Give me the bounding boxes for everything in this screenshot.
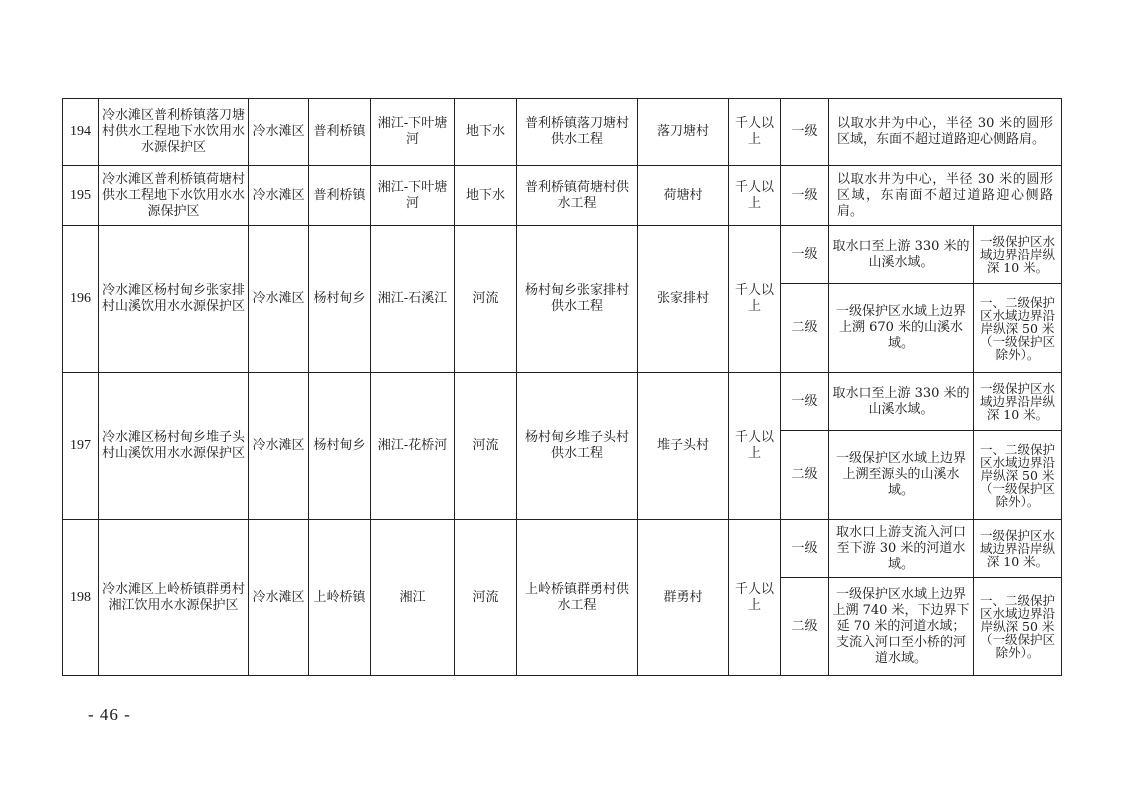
town-cell: 普利桥镇	[309, 99, 371, 166]
protection-area-table	[62, 98, 1062, 676]
village-cell: 张家排村	[638, 226, 729, 373]
level-cell: 二级	[781, 431, 829, 520]
land-scope-cell: 一级保护区水域边界沿岸纵深 10 米。	[974, 373, 1062, 431]
land-scope-cell: 一、二级保护区水域边界沿岸纵深 50 米（一级保护区除外）。	[974, 284, 1062, 373]
protection-area-name: 冷水滩区杨村甸乡张家排村山溪饮用水水源保护区	[99, 226, 249, 373]
scale-cell: 千人以上	[729, 166, 781, 226]
water-scope-cell: 一级保护区水域上边界上溯 740 米，下边界下延 70 米的河道水域；支流入河口至小桥的河道水域。	[829, 578, 974, 676]
protection-area-name: 冷水滩区普利桥镇落刀塘村供水工程地下水饮用水水源保护区	[99, 99, 249, 166]
water-scope-cell: 取水口上游支流入河口至下游 30 米的河道水域。	[829, 520, 974, 578]
row-number: 197	[63, 373, 99, 520]
table-row	[63, 520, 1062, 578]
level-cell: 一级	[781, 99, 829, 166]
project-cell: 杨村甸乡张家排村供水工程	[517, 226, 638, 373]
water-scope-cell: 取水口至上游 330 米的山溪水域。	[829, 373, 974, 431]
water-type-cell: 河流	[455, 226, 517, 373]
basin-cell: 湘江-下叶塘河	[371, 166, 455, 226]
page-number: - 46 -	[88, 705, 131, 724]
village-cell: 群勇村	[638, 520, 729, 676]
basin-cell: 湘江-下叶塘河	[371, 99, 455, 166]
county-cell: 冷水滩区	[249, 520, 309, 676]
water-scope-cell: 一级保护区水域上边界上溯至源头的山溪水域。	[829, 431, 974, 520]
county-cell: 冷水滩区	[249, 373, 309, 520]
project-cell: 普利桥镇荷塘村供水工程	[517, 166, 638, 226]
town-cell: 上岭桥镇	[309, 520, 371, 676]
water-scope-cell: 取水口至上游 330 米的山溪水域。	[829, 226, 974, 284]
row-number: 196	[63, 226, 99, 373]
protection-area-name: 冷水滩区上岭桥镇群勇村湘江饮用水水源保护区	[99, 520, 249, 676]
level-cell: 二级	[781, 284, 829, 373]
table-row	[63, 99, 1062, 166]
table-row	[63, 166, 1062, 226]
level-cell: 一级	[781, 373, 829, 431]
project-cell: 普利桥镇落刀塘村供水工程	[517, 99, 638, 166]
village-cell: 落刀塘村	[638, 99, 729, 166]
level-cell: 二级	[781, 578, 829, 676]
level-cell: 一级	[781, 166, 829, 226]
land-scope-cell: 一级保护区水域边界沿岸纵深 10 米。	[974, 226, 1062, 284]
scale-cell: 千人以上	[729, 226, 781, 373]
row-number: 198	[63, 520, 99, 676]
town-cell: 普利桥镇	[309, 166, 371, 226]
basin-cell: 湘江	[371, 520, 455, 676]
water-type-cell: 河流	[455, 520, 517, 676]
basin-cell: 湘江-花桥河	[371, 373, 455, 520]
village-cell: 堆子头村	[638, 373, 729, 520]
row-number: 195	[63, 166, 99, 226]
basin-cell: 湘江-石溪江	[371, 226, 455, 373]
village-cell: 荷塘村	[638, 166, 729, 226]
town-cell: 杨村甸乡	[309, 373, 371, 520]
county-cell: 冷水滩区	[249, 99, 309, 166]
row-number: 194	[63, 99, 99, 166]
land-scope-cell: 一、二级保护区水域边界沿岸纵深 50 米（一级保护区除外）。	[974, 431, 1062, 520]
level-cell: 一级	[781, 520, 829, 578]
scope-cell: 以取水井为中心，半径 30 米的圆形区域，东面不超过道路迎心侧路肩。	[829, 99, 1062, 166]
protection-area-name: 冷水滩区杨村甸乡堆子头村山溪饮用水水源保护区	[99, 373, 249, 520]
project-cell: 上岭桥镇群勇村供水工程	[517, 520, 638, 676]
county-cell: 冷水滩区	[249, 226, 309, 373]
water-type-cell: 地下水	[455, 99, 517, 166]
land-scope-cell: 一、二级保护区水域边界沿岸纵深 50 米（一级保护区除外）。	[974, 578, 1062, 676]
table-row	[63, 373, 1062, 431]
water-scope-cell: 一级保护区水域上边界上溯 670 米的山溪水域。	[829, 284, 974, 373]
scale-cell: 千人以上	[729, 373, 781, 520]
land-scope-cell: 一级保护区水域边界沿岸纵深 10 米。	[974, 520, 1062, 578]
protection-area-name: 冷水滩区普利桥镇荷塘村供水工程地下水饮用水水源保护区	[99, 166, 249, 226]
town-cell: 杨村甸乡	[309, 226, 371, 373]
project-cell: 杨村甸乡堆子头村供水工程	[517, 373, 638, 520]
table-row	[63, 226, 1062, 284]
water-type-cell: 河流	[455, 373, 517, 520]
water-type-cell: 地下水	[455, 166, 517, 226]
scale-cell: 千人以上	[729, 99, 781, 166]
level-cell: 一级	[781, 226, 829, 284]
scope-cell: 以取水井为中心，半径 30 米的圆形区域，东南面不超过道路迎心侧路肩。	[829, 166, 1062, 226]
scale-cell: 千人以上	[729, 520, 781, 676]
county-cell: 冷水滩区	[249, 166, 309, 226]
